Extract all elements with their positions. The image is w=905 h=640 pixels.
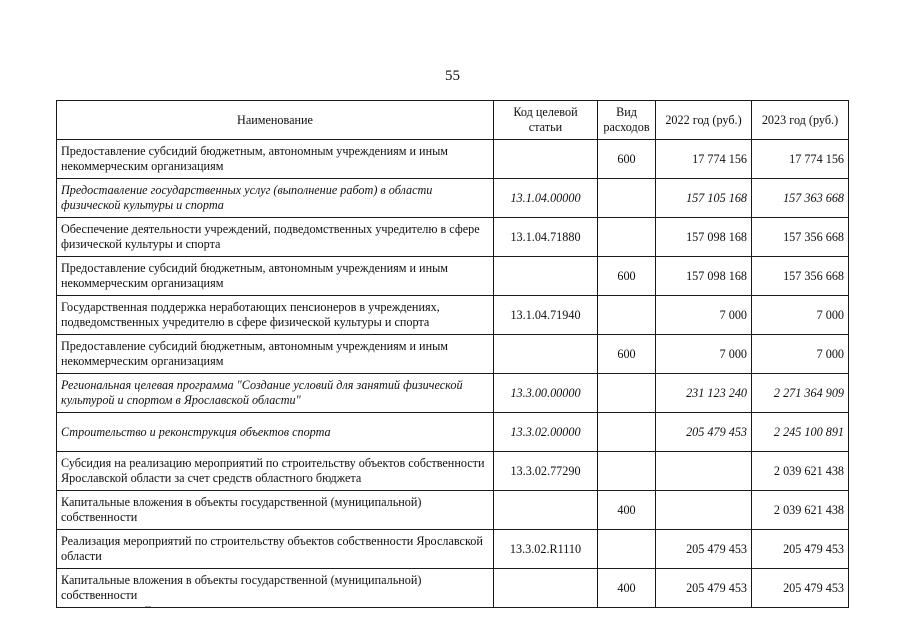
cell-amount-2023: 157 356 668 — [752, 218, 849, 257]
cell-code: 13.1.04.71940 — [494, 296, 598, 335]
cell-amount-2022: 17 774 156 — [656, 140, 752, 179]
cell-amount-2023: 7 000 — [752, 296, 849, 335]
cell-amount-2023: 2 271 364 909 — [752, 374, 849, 413]
cell-amount-2023: 205 479 453 — [752, 530, 849, 569]
cell-expense-type: 600 — [598, 335, 656, 374]
cell-expense-type — [598, 374, 656, 413]
header-2023: 2023 год (руб.) — [752, 101, 849, 140]
table-row — [57, 491, 849, 530]
cell-expense-type — [598, 413, 656, 452]
table-row — [57, 296, 849, 335]
cell-name: Строительство и реконструкция объектов спорта — [57, 413, 494, 452]
cell-amount-2023: 157 356 668 — [752, 257, 849, 296]
cell-name: Предоставление субсидий бюджетным, автономным учреждениям и иным некоммерческим организациям — [57, 335, 494, 374]
cell-amount-2022: 157 098 168 — [656, 257, 752, 296]
table-row — [57, 374, 849, 413]
table-row — [57, 452, 849, 491]
cell-amount-2023: 205 479 453 — [752, 569, 849, 608]
cell-code: 13.1.04.00000 — [494, 179, 598, 218]
header-name: Наименование — [57, 101, 494, 140]
cell-code: 13.3.02.00000 — [494, 413, 598, 452]
cell-expense-type: 600 — [598, 257, 656, 296]
cell-expense-type: 600 — [598, 140, 656, 179]
cell-amount-2023: 2 039 621 438 — [752, 491, 849, 530]
cell-name: Предоставление субсидий бюджетным, автономным учреждениям и иным некоммерческим организациям — [57, 257, 494, 296]
cell-amount-2022: 157 098 168 — [656, 218, 752, 257]
cell-code — [494, 569, 598, 608]
cell-name: Государственная поддержка неработающих пенсионеров в учреждениях, подведомственных учредителю в сфере физической культуры и спорта — [57, 296, 494, 335]
header-2022: 2022 год (руб.) — [656, 101, 752, 140]
table-row — [57, 335, 849, 374]
cell-code — [494, 335, 598, 374]
cell-name: Обеспечение деятельности учреждений, подведомственных учредителю в сфере физической культуры и спорта — [57, 218, 494, 257]
header-code: Код целевой статьи — [494, 101, 598, 140]
cell-code — [494, 257, 598, 296]
cell-amount-2023: 17 774 156 — [752, 140, 849, 179]
header-type: Вид расходов — [598, 101, 656, 140]
cell-code: 13.3.02.R1110 — [494, 530, 598, 569]
cell-amount-2022: 7 000 — [656, 335, 752, 374]
cell-name: Реализация мероприятий по строительству объектов собственности Ярославской области — [57, 530, 494, 569]
cell-amount-2023: 2 245 100 891 — [752, 413, 849, 452]
table-header-row — [57, 101, 849, 140]
table-row — [57, 530, 849, 569]
table-row — [57, 569, 849, 608]
cell-amount-2023: 2 039 621 438 — [752, 452, 849, 491]
cell-name: Предоставление государственных услуг (выполнение работ) в области физической культуры и спорта — [57, 179, 494, 218]
cell-code: 13.3.02.77290 — [494, 452, 598, 491]
cell-amount-2022: 205 479 453 — [656, 413, 752, 452]
cell-amount-2022: 205 479 453 — [656, 569, 752, 608]
cell-expense-type — [598, 296, 656, 335]
cell-name: Предоставление субсидий бюджетным, автономным учреждениям и иным некоммерческим организациям — [57, 140, 494, 179]
table-body — [57, 140, 849, 608]
cell-name: Капитальные вложения в объекты государственной (муниципальной) собственности — [57, 491, 494, 530]
page-number: 55 — [445, 68, 460, 84]
cell-amount-2022 — [656, 452, 752, 491]
cell-amount-2023: 157 363 668 — [752, 179, 849, 218]
cell-code — [494, 140, 598, 179]
cell-name: Капитальные вложения в объекты государственной (муниципальной) собственности — [57, 569, 494, 608]
cell-expense-type: 400 — [598, 569, 656, 608]
cell-name: Субсидия на реализацию мероприятий по строительству объектов собственности Ярославской области за счет средств областного бюджета — [57, 452, 494, 491]
cell-code: 13.1.04.71880 — [494, 218, 598, 257]
cell-amount-2022: 157 105 168 — [656, 179, 752, 218]
cell-amount-2022: 7 000 — [656, 296, 752, 335]
table-row — [57, 218, 849, 257]
cell-expense-type — [598, 452, 656, 491]
table-row — [57, 140, 849, 179]
cell-amount-2022: 205 479 453 — [656, 530, 752, 569]
cell-amount-2023: 7 000 — [752, 335, 849, 374]
cell-amount-2022: 231 123 240 — [656, 374, 752, 413]
cell-expense-type — [598, 530, 656, 569]
cell-code: 13.3.00.00000 — [494, 374, 598, 413]
cell-amount-2022 — [656, 491, 752, 530]
table-row — [57, 257, 849, 296]
scan-mark — [145, 606, 151, 607]
table-row — [57, 179, 849, 218]
cell-name: Региональная целевая программа "Создание условий для занятий физической культурой и спортом в Ярославской области" — [57, 374, 494, 413]
cell-expense-type: 400 — [598, 491, 656, 530]
budget-table — [56, 100, 849, 608]
table-row — [57, 413, 849, 452]
cell-code — [494, 491, 598, 530]
cell-expense-type — [598, 218, 656, 257]
cell-expense-type — [598, 179, 656, 218]
